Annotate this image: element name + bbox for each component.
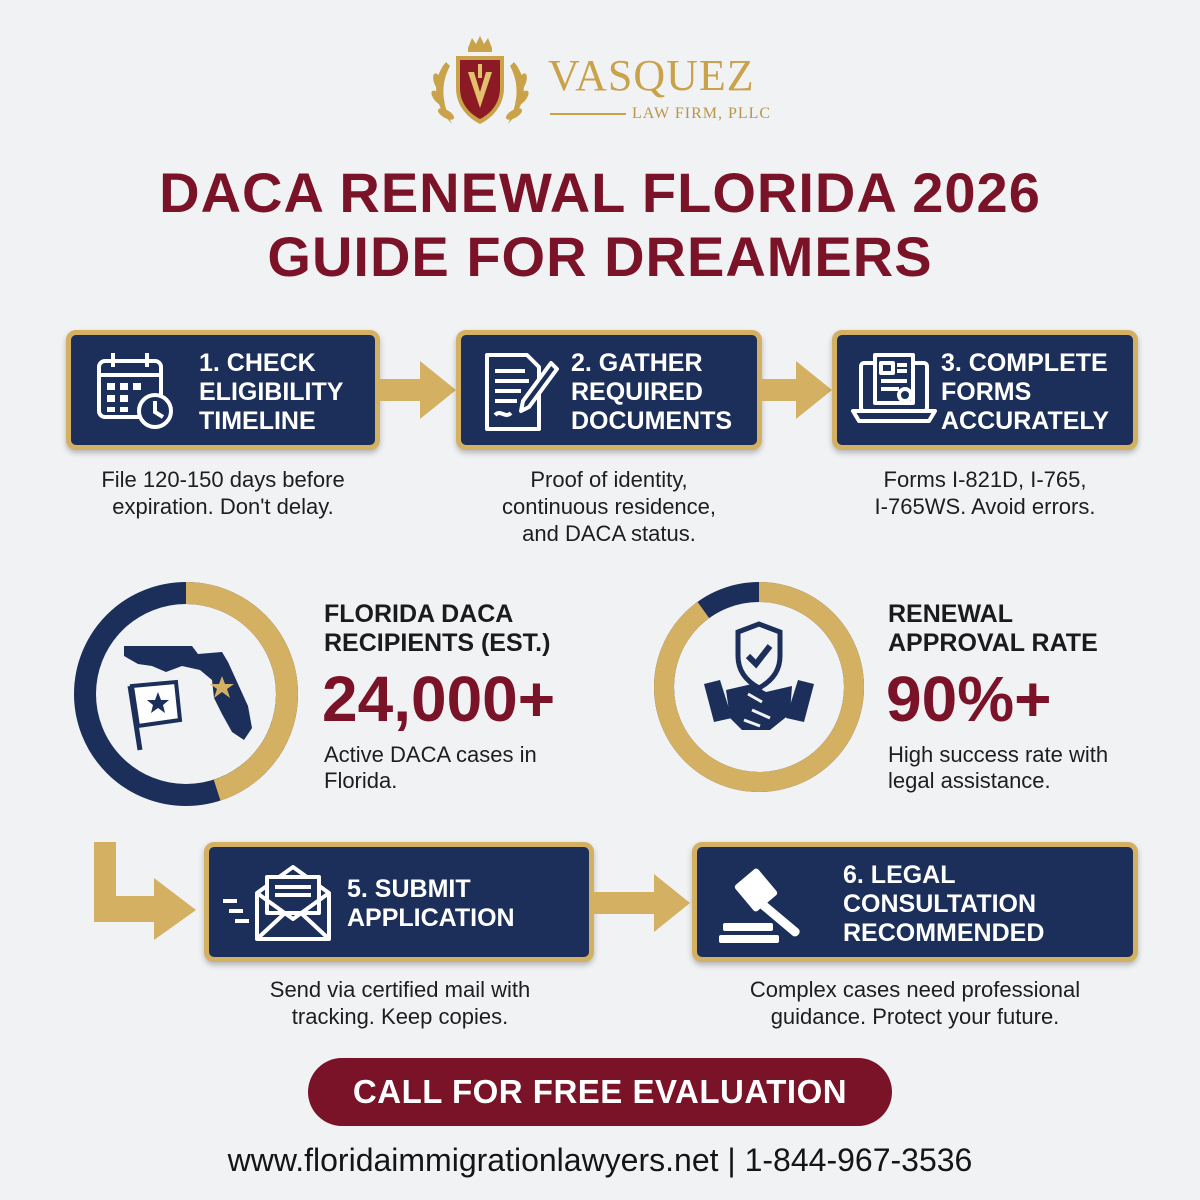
step-2-gather-documents — [456, 330, 762, 450]
step-6-description: Complex cases need professional guidance. Protect your future. — [749, 977, 1081, 1029]
arrow-right-icon — [594, 868, 694, 938]
footer-contact-info[interactable]: www.floridaimmigrationlawyers.net | 1-844-967-3536 — [227, 1142, 973, 1178]
firm-name-divider — [550, 113, 626, 115]
step-3-complete-forms — [832, 330, 1138, 450]
step-2-description: Proof of identity, continuous residence, and DACA status. — [501, 467, 717, 546]
step-3-label: 3. COMPLETE FORMS ACCURATELY — [941, 349, 1110, 435]
step-1-check-eligibility — [66, 330, 380, 450]
arrow-right-icon — [762, 355, 834, 425]
page-title-line-1: DACA RENEWAL FLORIDA 2026 — [159, 161, 1041, 224]
step-5-description: Send via certified mail with tracking. Keep copies. — [269, 977, 531, 1029]
step-6-label: 6. LEGAL CONSULTATION RECOMMENDED — [843, 861, 1045, 947]
elbow-arrow-icon — [92, 840, 202, 940]
arrow-right-icon — [380, 355, 458, 425]
envelope-icon — [221, 863, 333, 943]
stat-2-description: High success rate with legal assistance. — [888, 742, 1109, 793]
step-1-label: 1. CHECK ELIGIBILITY TIMELINE — [199, 349, 344, 435]
laptop-form-icon — [851, 351, 937, 431]
stat-2-value: 90%+ — [886, 663, 1052, 735]
law-firm-crest-logo — [424, 32, 536, 136]
firm-subtitle: LAW FIRM, PLLC — [632, 105, 772, 122]
stat-1-description: Active DACA cases in Florida. — [324, 742, 537, 793]
free-evaluation-cta-button[interactable]: CALL FOR FREE EVALUATION — [308, 1058, 892, 1126]
firm-name: VASQUEZ — [548, 51, 755, 100]
florida-recipients-ring — [72, 580, 300, 808]
step-5-submit-application — [204, 842, 594, 962]
step-3-description: Forms I-821D, I-765, I-765WS. Avoid errors. — [874, 467, 1096, 519]
step-5-label: 5. SUBMIT APPLICATION — [347, 875, 515, 932]
page-title-line-2: GUIDE FOR DREAMERS — [267, 225, 933, 288]
calendar-clock-icon — [93, 349, 179, 435]
step-6-legal-consultation — [692, 842, 1138, 962]
stat-1-value: 24,000+ — [322, 663, 556, 735]
approval-rate-ring — [652, 580, 866, 794]
stat-2-title: RENEWAL APPROVAL RATE — [888, 600, 1098, 657]
step-1-description: File 120-150 days before expiration. Don't delay. — [101, 467, 345, 519]
stat-1-title: FLORIDA DACA RECIPIENTS (EST.) — [324, 600, 551, 657]
document-pen-icon — [481, 349, 561, 435]
step-2-label: 2. GATHER REQUIRED DOCUMENTS — [571, 349, 733, 435]
gavel-icon — [719, 865, 819, 949]
